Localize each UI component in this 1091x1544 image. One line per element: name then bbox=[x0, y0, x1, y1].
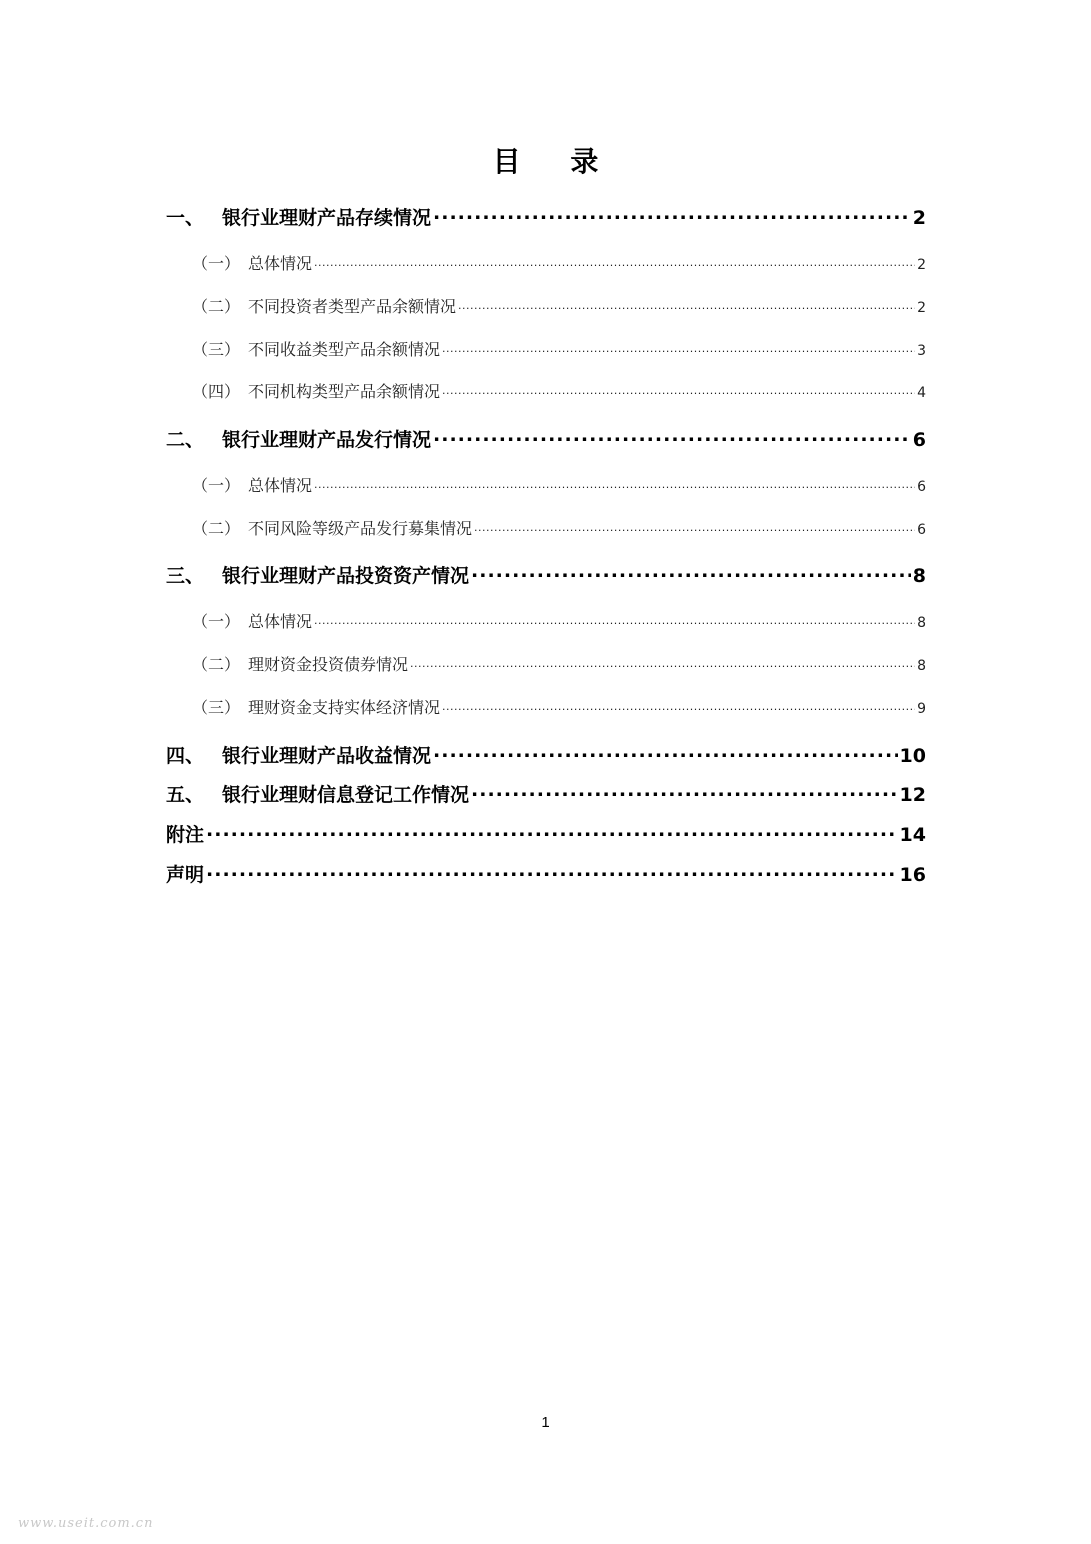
toc-entry[interactable] bbox=[166, 425, 926, 452]
toc-entry-page: 6 bbox=[917, 522, 926, 538]
toc-entry-page: 8 bbox=[912, 565, 926, 587]
watermark: www.useit.com.cn bbox=[18, 1516, 154, 1531]
toc-entry-page: 2 bbox=[912, 207, 926, 229]
toc-entry[interactable] bbox=[166, 652, 926, 675]
table-of-contents bbox=[166, 0, 926, 900]
page-number: 1 bbox=[541, 1414, 550, 1431]
toc-leader-dots bbox=[442, 339, 915, 355]
toc-entry[interactable] bbox=[166, 294, 926, 317]
toc-entry-number: （四） bbox=[192, 382, 241, 401]
toc-entry-number: 四、 bbox=[166, 745, 205, 767]
toc-entry-number: 五、 bbox=[166, 784, 205, 806]
toc-entry-page: 6 bbox=[912, 429, 926, 451]
toc-entry-page: 8 bbox=[917, 615, 926, 631]
toc-entry-number: 二、 bbox=[166, 429, 205, 451]
toc-entry[interactable] bbox=[166, 203, 926, 230]
toc-entry[interactable] bbox=[166, 609, 926, 632]
toc-entry-label: 银行业理财产品发行情况 bbox=[222, 429, 432, 451]
toc-entry-label: 总体情况 bbox=[248, 254, 313, 273]
toc-entry-label: 银行业理财信息登记工作情况 bbox=[222, 784, 470, 806]
toc-entry-label: 总体情况 bbox=[248, 476, 313, 495]
toc-entry-label: 银行业理财产品收益情况 bbox=[222, 745, 432, 767]
toc-entry-number: （一） bbox=[192, 254, 241, 273]
toc-entry-number: （一） bbox=[192, 612, 241, 631]
toc-entry-label: 银行业理财产品投资资产情况 bbox=[222, 565, 470, 587]
toc-leader-dots bbox=[474, 518, 915, 534]
toc-leader-dots bbox=[433, 427, 911, 446]
toc-entry-page: 2 bbox=[917, 257, 926, 273]
toc-leader-dots bbox=[314, 253, 915, 269]
toc-entry-number: （二） bbox=[192, 297, 241, 316]
toc-leader-dots bbox=[410, 654, 915, 670]
toc-entry-label: 附注 bbox=[166, 824, 205, 846]
toc-leader-dots bbox=[314, 475, 915, 491]
toc-entry-label: 不同机构类型产品余额情况 bbox=[248, 382, 441, 401]
toc-entry-label: 不同收益类型产品余额情况 bbox=[248, 340, 441, 359]
toc-entry-page: 12 bbox=[899, 784, 926, 806]
toc-entry-page: 14 bbox=[899, 824, 926, 846]
toc-leader-dots bbox=[206, 862, 898, 881]
toc-entry-page: 2 bbox=[917, 300, 926, 316]
toc-leader-dots bbox=[206, 822, 898, 841]
toc-entry-label: 银行业理财产品存续情况 bbox=[222, 207, 432, 229]
toc-leader-dots bbox=[471, 782, 898, 801]
toc-entry-page: 9 bbox=[917, 701, 926, 717]
toc-entry-page: 3 bbox=[917, 343, 926, 359]
toc-entry-page: 16 bbox=[899, 864, 926, 886]
toc-entry[interactable] bbox=[166, 379, 926, 402]
toc-entry-page: 10 bbox=[899, 745, 926, 767]
toc-entry-number: （二） bbox=[192, 519, 241, 538]
toc-entry[interactable] bbox=[166, 695, 926, 718]
toc-entry[interactable] bbox=[166, 473, 926, 496]
toc-entry-label: 总体情况 bbox=[248, 612, 313, 631]
toc-entry-label: 声明 bbox=[166, 864, 205, 886]
toc-leader-dots bbox=[471, 563, 911, 582]
toc-entry-number: 三、 bbox=[166, 565, 205, 587]
toc-entry-number: 一、 bbox=[166, 207, 205, 229]
toc-entry-page: 4 bbox=[917, 385, 926, 401]
toc-entry-label: 不同风险等级产品发行募集情况 bbox=[248, 519, 473, 538]
toc-entry-number: （三） bbox=[192, 340, 241, 359]
toc-entry-page: 6 bbox=[917, 479, 926, 495]
toc-entry-label: 理财资金投资债券情况 bbox=[248, 655, 409, 674]
toc-leader-dots bbox=[442, 381, 915, 397]
toc-entry-number: （一） bbox=[192, 476, 241, 495]
toc-entry-number: （二） bbox=[192, 655, 241, 674]
toc-entry[interactable] bbox=[166, 561, 926, 588]
toc-leader-dots bbox=[314, 611, 915, 627]
toc-entry[interactable] bbox=[166, 780, 926, 807]
toc-leader-dots bbox=[433, 205, 911, 224]
toc-entry[interactable] bbox=[166, 820, 926, 847]
toc-leader-dots bbox=[458, 296, 915, 312]
toc-leader-dots bbox=[433, 743, 898, 762]
toc-entry[interactable] bbox=[166, 337, 926, 360]
toc-entry[interactable] bbox=[166, 741, 926, 768]
toc-entry[interactable] bbox=[166, 251, 926, 274]
toc-entry-page: 8 bbox=[917, 658, 926, 674]
toc-entry[interactable] bbox=[166, 860, 926, 887]
toc-entry[interactable] bbox=[166, 516, 926, 539]
toc-leader-dots bbox=[442, 697, 915, 713]
page-title: 目 录 bbox=[492, 145, 619, 178]
toc-entry-number: （三） bbox=[192, 698, 241, 717]
toc-entry-label: 不同投资者类型产品余额情况 bbox=[248, 297, 457, 316]
toc-entry-label: 理财资金支持实体经济情况 bbox=[248, 698, 441, 717]
